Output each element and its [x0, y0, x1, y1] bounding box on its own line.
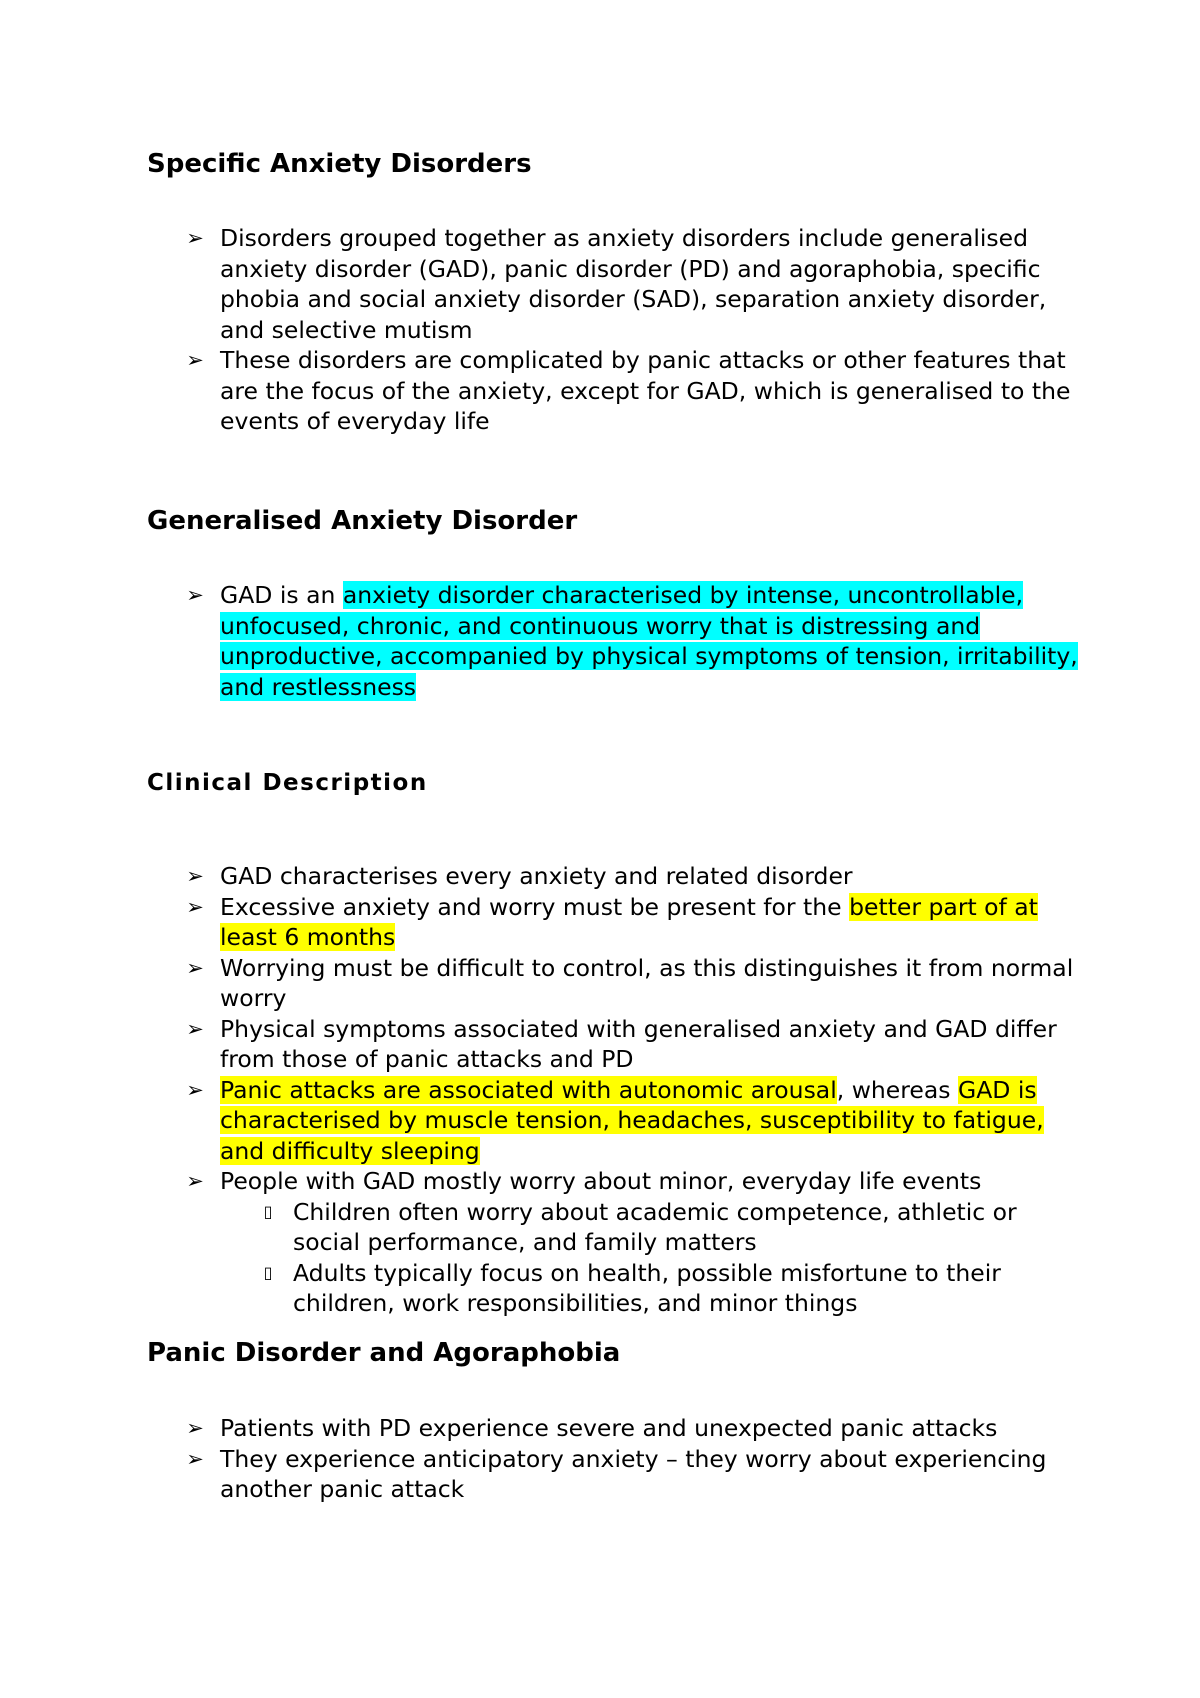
- list-panic-disorder-and-agoraphobia: [147, 1413, 1087, 1505]
- arrow-bullet-icon: ➢: [186, 894, 204, 919]
- list-item: ➢ Worrying must be difficult to control, as this distinguishes it from normal worry: [147, 953, 1087, 1014]
- sub-list-item: ▯ Children often worry about academic competence, athletic or social performance, and family matters: [220, 1197, 1087, 1258]
- heading-panic-disorder-and-agoraphobia: Panic Disorder and Agoraphobia: [147, 1338, 621, 1368]
- list-item: ➢ They experience anticipatory anxiety – they worry about experiencing another panic attack: [147, 1444, 1087, 1505]
- list-item: ➢ Panic attacks are associated with autonomic arousal, whereas GAD is characterised by muscle tension, headaches, susceptibility to fatigue, and difficulty sleeping: [147, 1075, 1087, 1167]
- yellow-highlight: better part of at least 6 months: [220, 892, 1038, 951]
- list-item: ➢ Physical symptoms associated with generalised anxiety and GAD differ from those of panic attacks and PD: [147, 1014, 1087, 1075]
- cyan-highlight: anxiety disorder characterised by intense, uncontrollable, unfocused, chronic, and continuous worry that is distressing and unproductive, accompanied by physical symptoms of tension, irritability, and restlessness: [220, 581, 1078, 701]
- list-specific-anxiety-disorders: [147, 223, 1087, 437]
- yellow-highlight: GAD is characterised by muscle tension, headaches, susceptibility to fatigue, and difficulty sleeping: [220, 1075, 1044, 1165]
- heading-clinical-description: Clinical Description: [147, 770, 428, 796]
- box-bullet-icon: ▯: [263, 1262, 273, 1282]
- list-item: ➢ GAD characterises every anxiety and related disorder: [147, 861, 1087, 892]
- list-generalised-anxiety-disorder: [147, 580, 1087, 702]
- heading-generalised-anxiety-disorder: Generalised Anxiety Disorder: [147, 506, 578, 536]
- arrow-bullet-icon: ➢: [186, 226, 204, 250]
- list-item: ➢ Patients with PD experience severe and unexpected panic attacks: [147, 1413, 1087, 1444]
- arrow-bullet-icon: ➢: [186, 955, 204, 980]
- list-item: ➢ People with GAD mostly worry about minor, everyday life events ▯ Children often worry about academic competence, athletic or social performance, and family matters ▯ Adults typically focus on health, possible misfortune to their children, work responsibilities, and minor things: [147, 1166, 1087, 1319]
- arrow-bullet-icon: ➢: [186, 1446, 204, 1471]
- arrow-bullet-icon: ➢: [186, 1416, 204, 1440]
- heading-specific-anxiety-disorders: Specific Anxiety Disorders: [147, 149, 532, 179]
- yellow-highlight: Panic attacks are associated with autonomic arousal: [220, 1075, 837, 1104]
- arrow-bullet-icon: ➢: [186, 1077, 204, 1102]
- arrow-bullet-icon: ➢: [186, 864, 204, 888]
- list-item: ➢ GAD is an anxiety disorder characterised by intense, uncontrollable, unfocused, chronic, and continuous worry that is distressing and unproductive, accompanied by physical symptoms of tension, irritability, and restlessness: [147, 580, 1087, 702]
- sub-list-item: ▯ Adults typically focus on health, possible misfortune to their children, work responsibilities, and minor things: [220, 1258, 1087, 1319]
- arrow-bullet-icon: ➢: [186, 348, 204, 372]
- arrow-bullet-icon: ➢: [186, 583, 204, 607]
- sub-list: [220, 1197, 1087, 1319]
- box-bullet-icon: ▯: [263, 1201, 273, 1221]
- list-item: ➢ Disorders grouped together as anxiety disorders include generalised anxiety disorder (GAD), panic disorder (PD) and agoraphobia, specific phobia and social anxiety disorder (SAD), separation anxiety disorder, and selective mutism: [147, 223, 1087, 345]
- list-item: ➢ Excessive anxiety and worry must be present for the better part of at least 6 months: [147, 892, 1087, 953]
- arrow-bullet-icon: ➢: [186, 1016, 204, 1041]
- list-clinical-description: [147, 861, 1087, 1319]
- arrow-bullet-icon: ➢: [186, 1169, 204, 1193]
- list-item: ➢ These disorders are complicated by panic attacks or other features that are the focus of the anxiety, except for GAD, which is generalised to the events of everyday life: [147, 345, 1087, 437]
